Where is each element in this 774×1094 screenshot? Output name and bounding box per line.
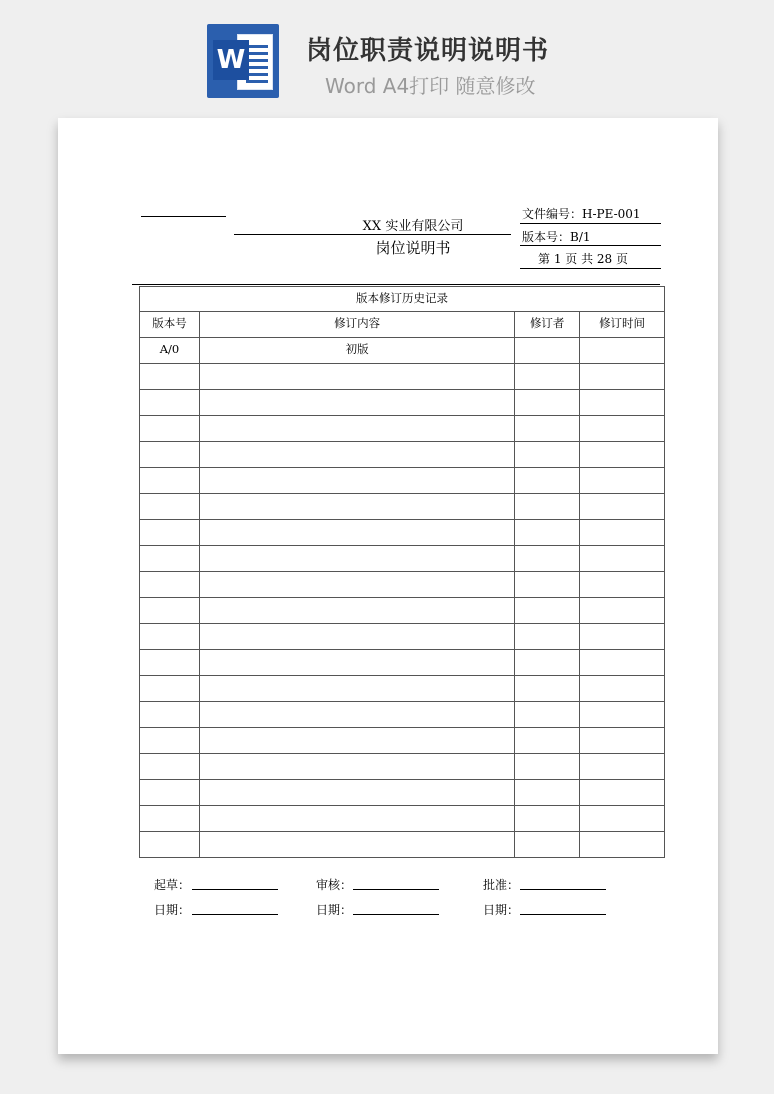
table-row bbox=[140, 468, 665, 494]
table-cell[interactable] bbox=[515, 754, 580, 780]
document-page bbox=[58, 118, 718, 1054]
table-cell[interactable] bbox=[580, 624, 665, 650]
table-cell[interactable] bbox=[515, 676, 580, 702]
table-cell[interactable] bbox=[140, 494, 200, 520]
approve-date-label: 日期： bbox=[483, 903, 520, 917]
table-cell[interactable] bbox=[515, 546, 580, 572]
draft-date-line[interactable] bbox=[192, 914, 278, 915]
table-cell[interactable] bbox=[515, 468, 580, 494]
table-cell[interactable] bbox=[199, 780, 514, 806]
word-icon bbox=[207, 24, 279, 98]
table-cell[interactable] bbox=[199, 390, 514, 416]
table-cell[interactable] bbox=[140, 468, 200, 494]
table-cell[interactable] bbox=[515, 364, 580, 390]
table-cell[interactable] bbox=[580, 702, 665, 728]
table-cell[interactable] bbox=[199, 676, 514, 702]
table-row bbox=[140, 416, 665, 442]
column-header: 修订时间 bbox=[580, 312, 665, 338]
table-cell[interactable] bbox=[199, 806, 514, 832]
header-left-rule bbox=[141, 216, 226, 217]
approve-date-line[interactable] bbox=[520, 914, 606, 915]
table-cell[interactable] bbox=[140, 650, 200, 676]
table-cell[interactable] bbox=[580, 728, 665, 754]
column-header: 修订者 bbox=[515, 312, 580, 338]
table-cell[interactable] bbox=[580, 520, 665, 546]
table-cell[interactable] bbox=[140, 676, 200, 702]
table-cell[interactable] bbox=[580, 806, 665, 832]
table-cell[interactable] bbox=[580, 338, 665, 364]
table-cell[interactable] bbox=[140, 390, 200, 416]
review-date-label: 日期： bbox=[316, 903, 353, 917]
column-header: 版本号 bbox=[140, 312, 200, 338]
table-cell[interactable] bbox=[580, 364, 665, 390]
table-cell[interactable] bbox=[515, 416, 580, 442]
table-cell[interactable] bbox=[580, 832, 665, 858]
table-cell[interactable] bbox=[140, 832, 200, 858]
table-caption: 版本修订历史记录 bbox=[140, 287, 665, 312]
table-row bbox=[140, 806, 665, 832]
table-cell[interactable] bbox=[580, 442, 665, 468]
table-row bbox=[140, 650, 665, 676]
table-cell[interactable] bbox=[199, 650, 514, 676]
table-cell[interactable] bbox=[199, 728, 514, 754]
table-cell[interactable] bbox=[199, 468, 514, 494]
table-cell[interactable] bbox=[580, 390, 665, 416]
document-title: 岗位说明书 bbox=[375, 239, 451, 257]
table-cell[interactable] bbox=[140, 754, 200, 780]
table-cell[interactable] bbox=[199, 364, 514, 390]
table-cell[interactable] bbox=[515, 728, 580, 754]
table-cell[interactable] bbox=[140, 806, 200, 832]
table-cell[interactable] bbox=[140, 702, 200, 728]
revision-history-table bbox=[139, 286, 665, 858]
table-row bbox=[140, 520, 665, 546]
table-cell[interactable] bbox=[515, 572, 580, 598]
table-caption-row bbox=[140, 287, 665, 312]
review-date-line[interactable] bbox=[353, 914, 439, 915]
draft-date-label: 日期： bbox=[154, 903, 191, 917]
table-cell[interactable] bbox=[199, 520, 514, 546]
table-cell[interactable] bbox=[140, 546, 200, 572]
table-cell[interactable] bbox=[580, 468, 665, 494]
table-cell[interactable] bbox=[515, 832, 580, 858]
table-cell[interactable] bbox=[580, 598, 665, 624]
table-cell[interactable] bbox=[515, 702, 580, 728]
header-title-rule bbox=[234, 234, 511, 235]
review-line[interactable] bbox=[353, 889, 439, 890]
table-cell[interactable] bbox=[580, 416, 665, 442]
table-row bbox=[140, 780, 665, 806]
table-row bbox=[140, 676, 665, 702]
version-rule bbox=[520, 245, 661, 246]
approve-line[interactable] bbox=[520, 889, 606, 890]
table-cell[interactable] bbox=[199, 624, 514, 650]
table-row bbox=[140, 832, 665, 858]
table-cell[interactable] bbox=[140, 520, 200, 546]
table-cell[interactable] bbox=[199, 572, 514, 598]
table-cell[interactable] bbox=[140, 598, 200, 624]
table-row bbox=[140, 442, 665, 468]
table-cell[interactable] bbox=[199, 832, 514, 858]
table-cell[interactable] bbox=[515, 598, 580, 624]
table-row bbox=[140, 728, 665, 754]
word-letter: W bbox=[213, 40, 249, 80]
table-cell[interactable] bbox=[515, 338, 580, 364]
table-cell[interactable] bbox=[515, 806, 580, 832]
table-cell[interactable] bbox=[199, 416, 514, 442]
table-row bbox=[140, 702, 665, 728]
table-cell[interactable] bbox=[140, 572, 200, 598]
table-cell[interactable] bbox=[580, 650, 665, 676]
table-row bbox=[140, 624, 665, 650]
table-cell[interactable] bbox=[199, 494, 514, 520]
page-info: 第 1 页 共 28 页 bbox=[538, 252, 628, 266]
banner-subtitle: Word A4打印 随意修改 bbox=[325, 74, 536, 98]
table-cell[interactable] bbox=[199, 442, 514, 468]
table-cell[interactable] bbox=[580, 676, 665, 702]
table-cell[interactable] bbox=[515, 494, 580, 520]
table-cell[interactable] bbox=[140, 624, 200, 650]
table-cell[interactable] bbox=[515, 442, 580, 468]
table-cell[interactable]: A/0 bbox=[140, 338, 200, 364]
table-cell[interactable] bbox=[199, 754, 514, 780]
table-row bbox=[140, 338, 665, 364]
table-row bbox=[140, 546, 665, 572]
table-row bbox=[140, 754, 665, 780]
table-cell[interactable]: 初版 bbox=[199, 338, 514, 364]
table-row bbox=[140, 390, 665, 416]
table-cell[interactable] bbox=[515, 780, 580, 806]
table-cell[interactable] bbox=[199, 702, 514, 728]
table-cell[interactable] bbox=[580, 546, 665, 572]
draft-label: 起草： bbox=[154, 878, 191, 892]
banner-title: 岗位职责说明说明书 bbox=[306, 36, 550, 66]
table-cell[interactable] bbox=[140, 728, 200, 754]
version-number: 版本号：B/1 bbox=[522, 230, 591, 244]
table-cell[interactable] bbox=[580, 780, 665, 806]
review-label: 审核： bbox=[316, 878, 353, 892]
table-row bbox=[140, 572, 665, 598]
table-cell[interactable] bbox=[140, 442, 200, 468]
table-header-row bbox=[140, 312, 665, 338]
table-cell[interactable] bbox=[140, 416, 200, 442]
table-cell[interactable] bbox=[140, 364, 200, 390]
approve-label: 批准： bbox=[483, 878, 520, 892]
page-info-rule bbox=[520, 268, 661, 269]
table-cell[interactable] bbox=[140, 780, 200, 806]
doc-number: 文件编号：H-PE-001 bbox=[522, 207, 641, 221]
table-row bbox=[140, 494, 665, 520]
table-cell[interactable] bbox=[515, 624, 580, 650]
table-cell[interactable] bbox=[580, 572, 665, 598]
column-header: 修订内容 bbox=[199, 312, 514, 338]
table-cell[interactable] bbox=[580, 754, 665, 780]
banner bbox=[0, 0, 774, 110]
table-cell[interactable] bbox=[515, 520, 580, 546]
table-cell[interactable] bbox=[199, 546, 514, 572]
draft-line[interactable] bbox=[192, 889, 278, 890]
table-row bbox=[140, 598, 665, 624]
table-cell[interactable] bbox=[199, 598, 514, 624]
company-name: XX 实业有限公司 bbox=[362, 219, 464, 234]
table-cell[interactable] bbox=[515, 650, 580, 676]
table-cell[interactable] bbox=[515, 390, 580, 416]
table-row bbox=[140, 364, 665, 390]
header-bottom-rule bbox=[132, 284, 660, 285]
table-cell[interactable] bbox=[580, 494, 665, 520]
doc-number-rule bbox=[520, 223, 661, 224]
